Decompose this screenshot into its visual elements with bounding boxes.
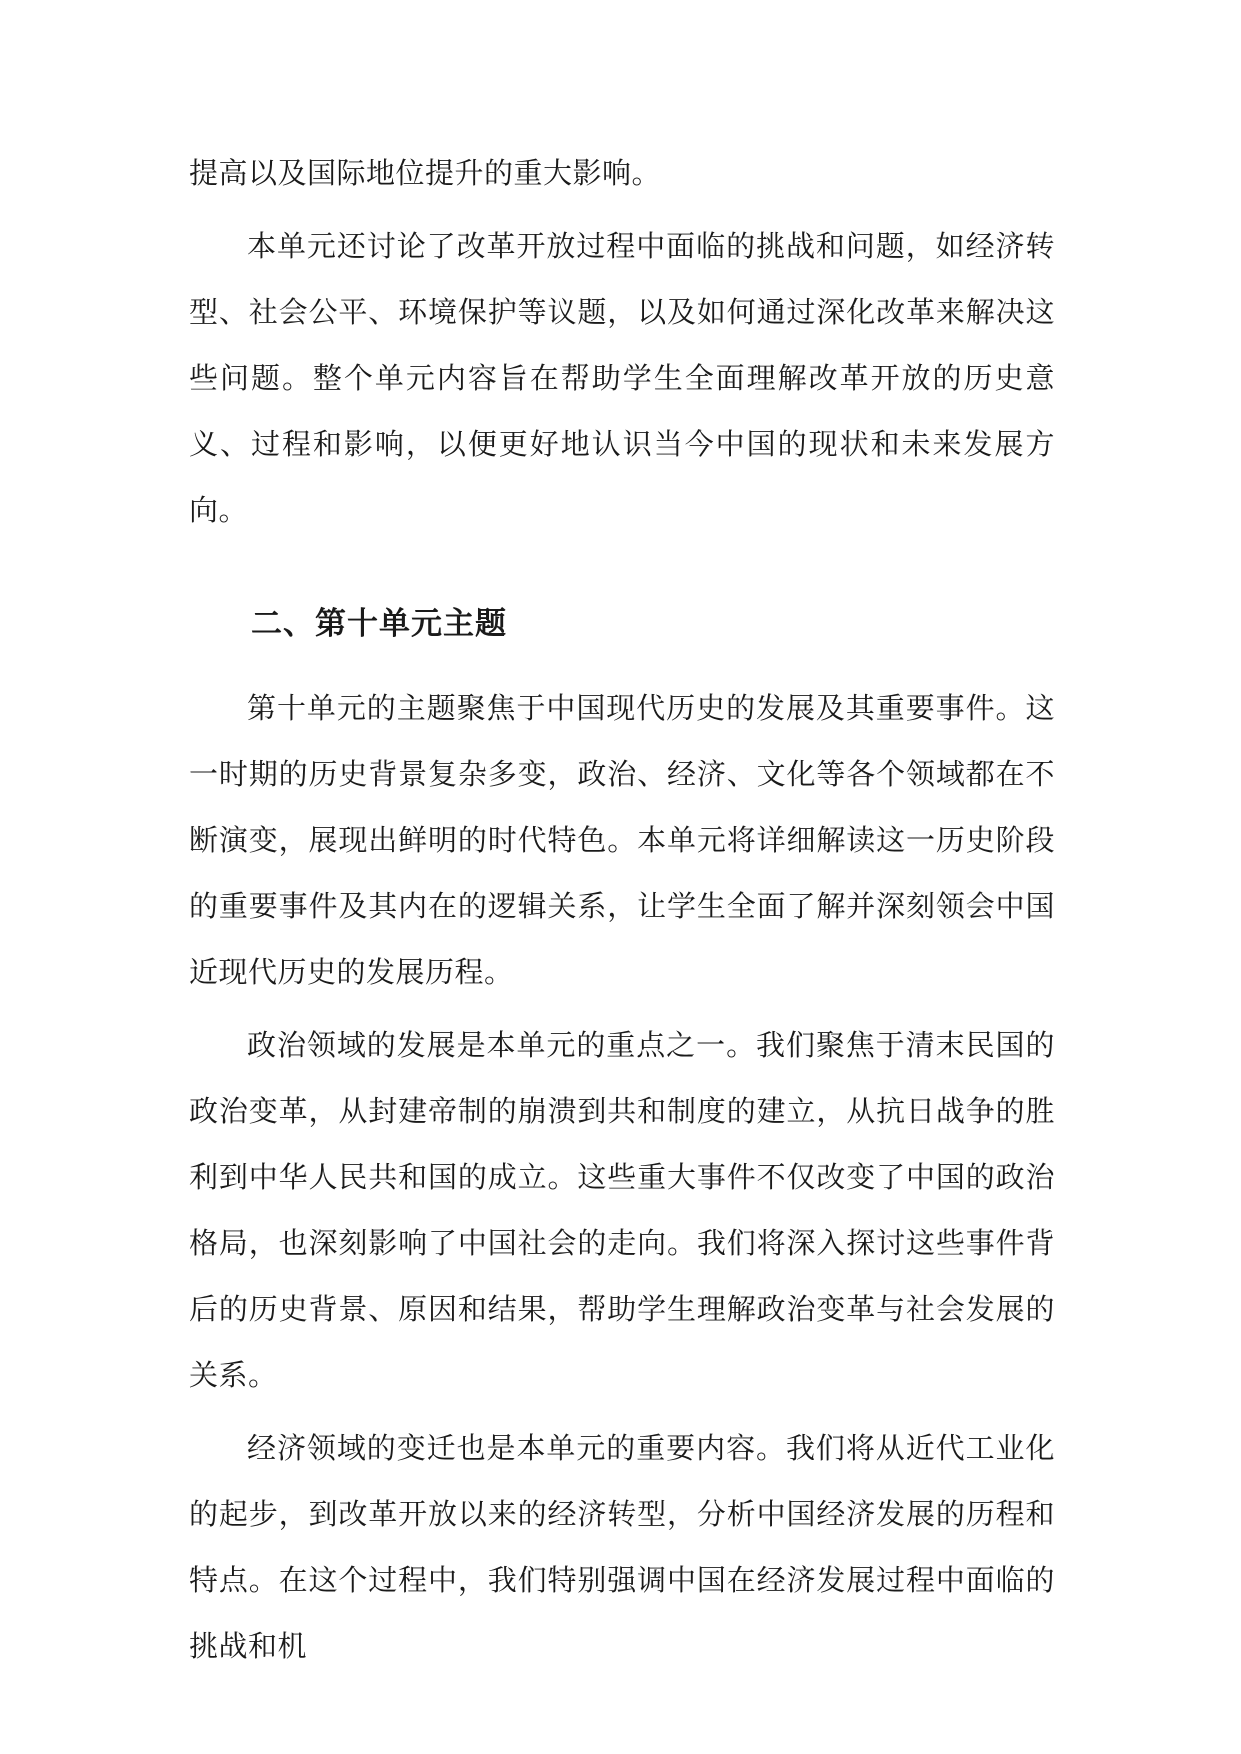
document-page [189,140,1055,1679]
paragraph-reform-challenges: 本单元还讨论了改革开放过程中面临的挑战和问题，如经济转型、社会公平、环境保护等议题，以及如何通过深化改革来解决这些问题。整个单元内容旨在帮助学生全面理解改革开放的历史意义、过程和影响，以便更好地认识当今中国的现状和未来发展方向。 [189,229,1055,527]
section-heading: 二、第十单元主题 [251,606,507,642]
paragraph-political-development: 政治领域的发展是本单元的重点之一。我们聚焦于清末民国的政治变革，从封建帝制的崩溃到共和制度的建立，从抗日战争的胜利到中华人民共和国的成立。这些重大事件不仅改变了中国的政治格局，也深刻影响了中国社会的走向。我们将深入探讨这些事件背后的历史背景、原因和结果，帮助学生理解政治变革与社会发展的关系。 [189,1028,1055,1392]
paragraph-unit-ten-theme: 第十单元的主题聚焦于中国现代历史的发展及其重要事件。这一时期的历史背景复杂多变，政治、经济、文化等各个领域都在不断演变，展现出鲜明的时代特色。本单元将详细解读这一历史阶段的重要事件及其内在的逻辑关系，让学生全面了解并深刻领会中国近现代历史的发展历程。 [189,691,1055,989]
paragraph-economic-change: 经济领域的变迁也是本单元的重要内容。我们将从近代工业化的起步，到改革开放以来的经济转型，分析中国经济发展的历程和特点。在这个过程中，我们特别强调中国在经济发展过程中面临的挑战和机 [189,1431,1055,1663]
paragraph-continued: 提高以及国际地位提升的重大影响。 [189,156,662,190]
